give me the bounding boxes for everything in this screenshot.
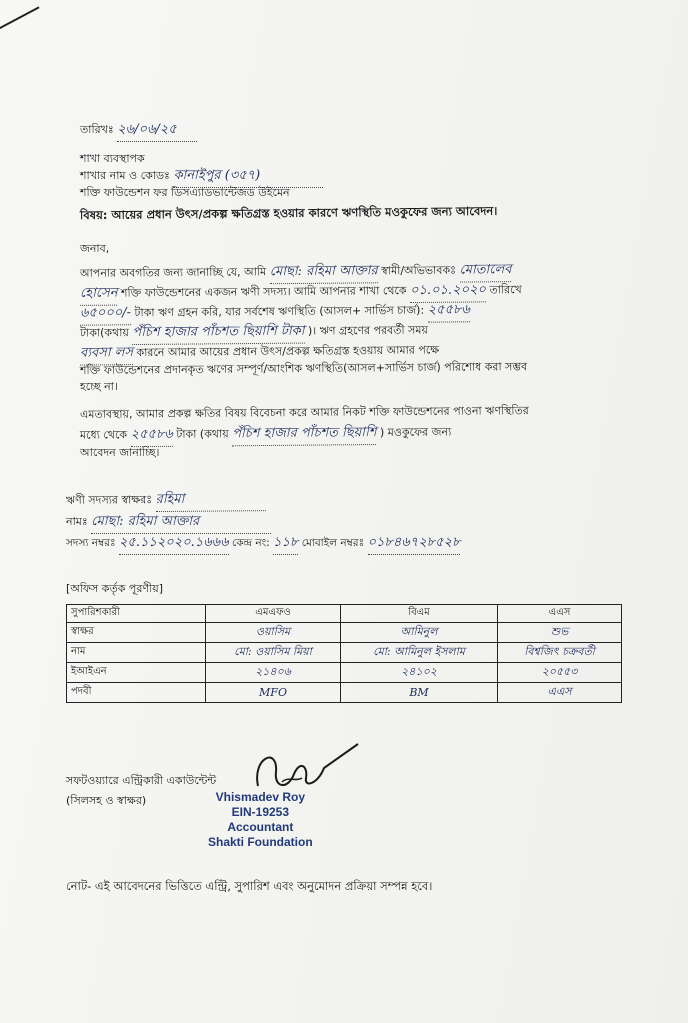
stamp-title: Accountant [227,820,294,834]
table-row [67,683,622,703]
header-cell: এমএফও [206,605,341,623]
table-cell: মো: ওয়াসিম মিয়া [206,643,341,663]
applicant-name-line [66,512,271,534]
header-cell: এএস [498,605,622,623]
table-cell: ২৪১০২ [341,663,498,683]
table-row [67,663,622,683]
loan-date-field: ০১.০১.২০২০ [410,280,486,303]
balance-words-field: পঁচিশ হাজার পাঁচশত ছিয়াশি টাকা [132,322,304,346]
body-line-10: আবেদন জানাচ্ছি। [80,446,160,459]
body-text-2b: মধ্যে থেকে [79,428,128,442]
balance-field: ২৫৫৮৬ [428,300,470,322]
body-text-1g: )। ঋণ গ্রহণের পরবর্তী সময় [307,323,429,338]
center-label: কেন্দ্র নং: [231,537,270,549]
body-line-8: এমতাবস্থায়, আমার প্রকল্প ক্ষতির বিষয় বিবেচনা করে আমার নিকট শক্তি ফাউন্ডেশনের পাওনা ঋণস্থিতির [79,404,529,421]
center-no: ১১৮ [273,533,298,555]
date-value: ২৬/০৬/২৫ [117,120,197,142]
waive-amount-field: ২৫৫৮৬ [131,425,173,447]
corner-pen-mark [0,6,40,31]
body-text-1a: আপনার অবগতির জন্য জানাচ্ছি যে, আমি [79,265,267,280]
row-label: পদবী [67,683,206,703]
accountant-stamp [208,790,313,850]
applicant-name-label: নামঃ [66,515,88,528]
body-text-2c: টাকা (কথায় [176,427,229,441]
guardian-field: মোতালেব [459,260,511,282]
body-text-1b: স্বামী/অভিভাবকঃ [381,263,457,278]
body-text-1h: কারনে আমার আয়ের প্রধান উৎস/প্রকল্প ক্ষতিগ্রস্ত হওয়ায় আমার পক্ষে [136,343,440,360]
body-text-1d: তারিখে [489,283,522,297]
applicant-signature: রহিমা [156,489,266,512]
row-label: নাম [67,643,206,663]
date-label: তারিখঃ [80,123,114,136]
member-no-label: সদস্য নম্বরঃ [66,537,116,549]
applicant-signature-label: ঋণী সদস্যর স্বাক্ষরঃ [65,493,153,507]
body-text-1f: টাকা(কথায় [79,326,129,340]
branch-label: শাখার নাম ও কোডঃ [80,169,170,182]
table-cell: বিশ্বজিৎ চক্রবর্তী [498,643,622,663]
salutation: জনাব, [80,242,110,255]
accountant-signature [248,738,368,798]
stamp-ein: EIN-19253 [231,805,290,819]
body-text-1c: শক্তি ফাউন্ডেশনের একজন ঋণী সদস্য। আমি আপনার শাখা থেকে [120,284,407,300]
header-cell: বিএম [341,605,498,623]
table-cell: আমিনুল [341,623,498,643]
table-cell: মো: আমিনুল ইসলাম [341,643,498,663]
subject-line: বিষয়: আয়ের প্রধান উৎস/প্রকল্প ক্ষতিগ্রস্ত হওয়ার কারণে ঋণস্থিতি মওকুফের জন্য আবেদন। [79,203,498,223]
mobile-no: ০১৮৪৬৭২৮৫২৮ [368,533,461,555]
row-label: স্বাক্ষর [67,623,206,643]
table-cell: ২০৫৫৩ [498,663,622,683]
waive-words-field: পঁচিশ হাজার পাঁচশত ছিয়াশি [232,423,376,446]
applicant-ids-line [66,533,460,555]
applicant-signature-line [66,489,266,513]
body-text-2d: ) মওকুফের জন্য [379,425,452,440]
table-cell: শুভ [498,623,622,643]
office-heading: [অফিস কর্তৃক পূরণীয়] [66,582,163,595]
guardian-field-cont: হোসেন [80,284,118,306]
applicant-name: মোছা: রহিমা আক্তার [91,512,271,534]
table-cell: এএস [498,683,622,703]
header-cell: সুপারিশকারী [67,605,206,623]
date-line [80,120,197,142]
office-recommendation-table [66,604,622,703]
table-header-row [67,605,622,623]
stamp-name: Vhismadev Roy [215,790,306,804]
borrower-name-field: মোছা: রহিমা আক্তার [270,261,378,284]
loan-amount-field: ৬৫০০০/- [80,303,131,325]
table-row [67,643,622,663]
reason-field: ব্যবসা লস [80,343,133,365]
body-line-7: হচ্ছে না। [80,380,118,393]
table-row [67,623,622,643]
accountant-seal-label: (সিলসহ ও স্বাক্ষর) [66,794,147,807]
body-text-1e: টাকা ঋণ গ্রহন করি, যার সর্বশেষ ঋণস্থিতি (আসল+ সার্ভিস চার্জ): [134,303,425,320]
table-cell: BM [341,683,498,703]
table-cell: MFO [206,683,341,703]
org-line: শক্তি ফাউন্ডেশন ফর ডিসএ্যাডভান্টেজড উইমেন [80,186,290,199]
branch-value: কানাইপুর (৩৫৭) [173,166,323,188]
table-cell: ওয়াসিম [206,623,341,643]
to-line: শাখা ব্যবস্থাপক [80,152,145,165]
stamp-org: Shakti Foundation [208,835,313,849]
row-label: ইআইএন [67,663,206,683]
footer-note: নোট- এই আবেদনের ভিত্তিতে এন্ট্রি, সুপারিশ এবং অনুমোদন প্রক্রিয়া সম্পন্ন হবে। [66,879,433,893]
member-no: ২৫.১১২০২০.১৬৬৬ [119,533,229,555]
mobile-label: মোবাইল নম্বরঃ [301,537,365,549]
accountant-label: সফটওয়্যারে এন্ট্রিকারী একাউন্টেন্ট [66,774,217,787]
table-cell: ২১৪০৬ [206,663,341,683]
body-line-6: শক্তি ফাউন্ডেশনের প্রদানকৃত ঋণের সম্পূর্ণ/আংশিক ঋণস্থিতি(আসল+সার্ভিস চার্জ) পরিশোধ করা সম্ভব [79,360,528,377]
